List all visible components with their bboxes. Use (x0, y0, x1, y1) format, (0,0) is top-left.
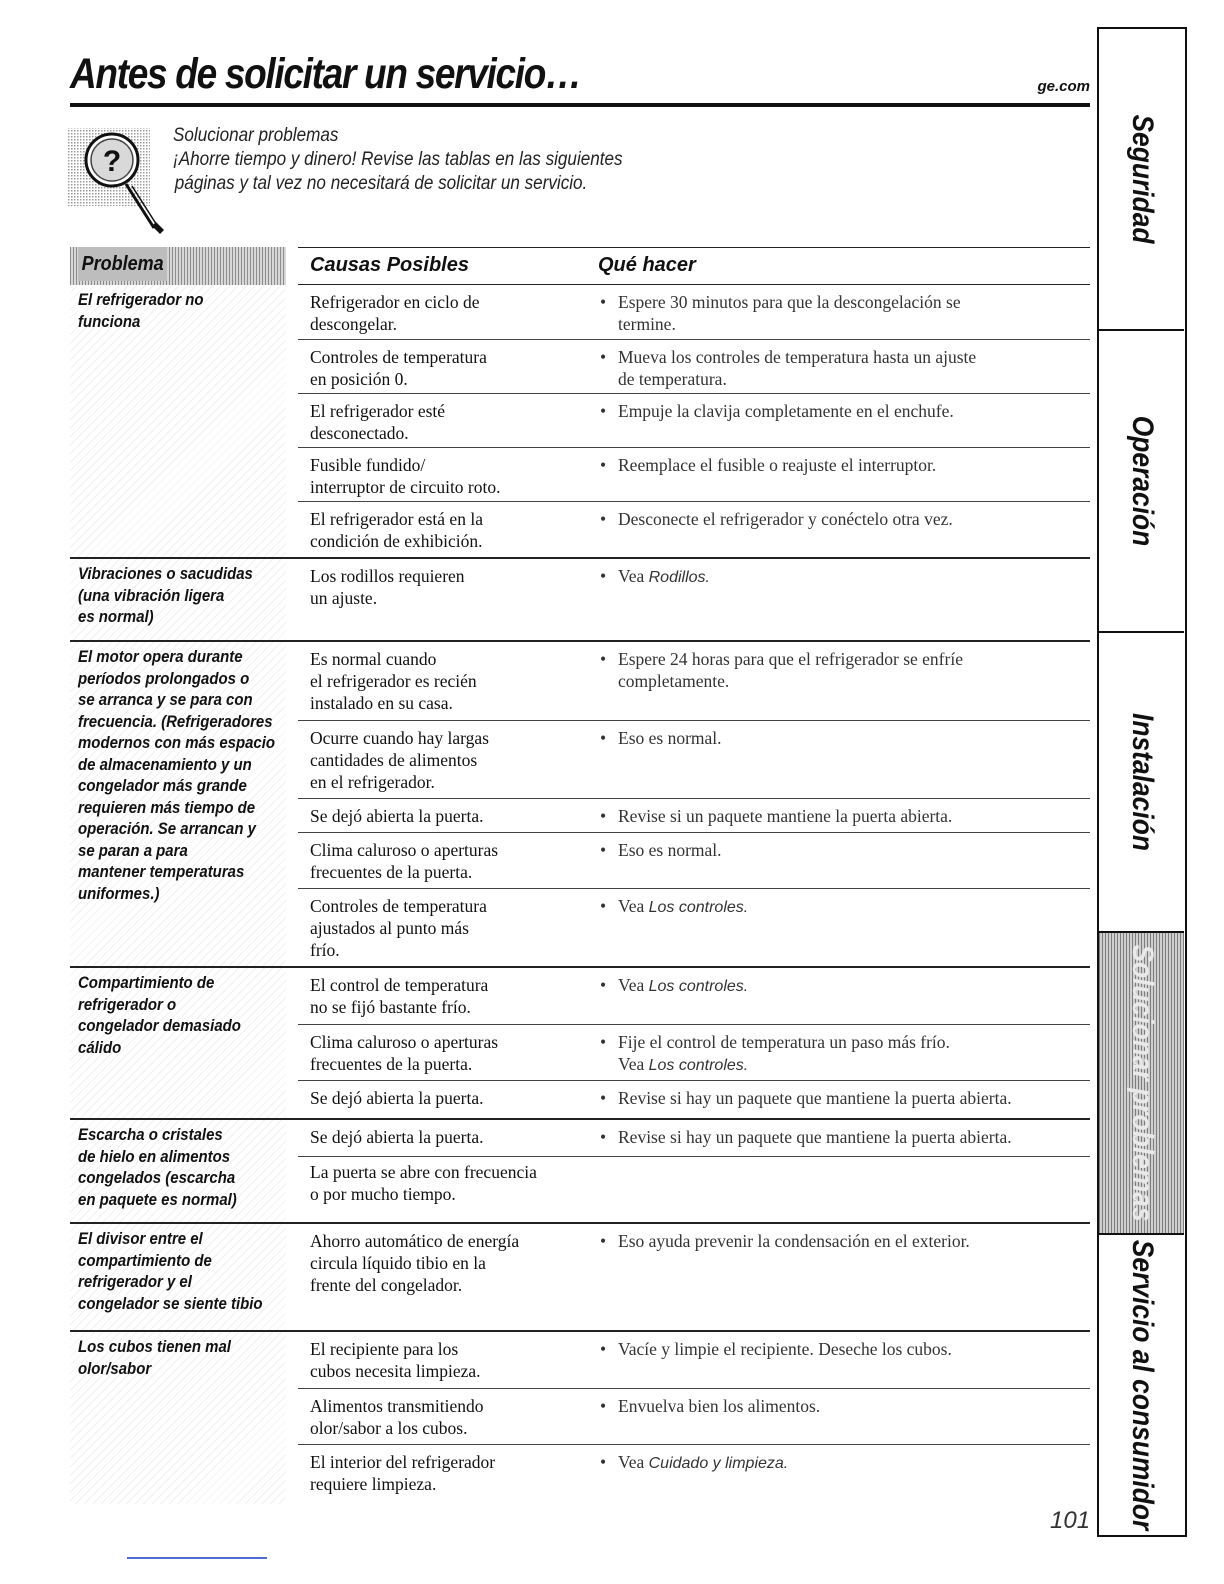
cause-text: El interior del refrigerador requiere limpieza. (310, 1452, 496, 1494)
cause-text: Clima caluroso o aperturas frecuentes de la puerta. (310, 1032, 499, 1074)
tab-servicio-al-consumidor[interactable]: Servicio al consumidor (1125, 1239, 1159, 1530)
table-row (298, 393, 1090, 447)
cause-text: La puerta se abre con frecuencia o por mucho tiempo. (310, 1162, 537, 1204)
page-title: Antes de solicitar un servicio… (70, 50, 581, 98)
intro-line: ¡Ahorre tiempo y dinero! Revise las tablas en las siguientes (173, 149, 623, 170)
problem-title: Compartimiento de refrigerador o congelador demasiado cálido (70, 968, 286, 1118)
problem-group (70, 1330, 1090, 1504)
action-text: • Eso es normal. (600, 840, 722, 860)
problem-title: El motor opera durante períodos prolongados o se arranca y se para con frecuencia. (Refrigeradores modernos con más espacio de almacenamiento y un congelador más grande requieren más tiempo de operación. Se arrancan y se paran a para mantener temperaturas uniformes.) (70, 642, 286, 966)
table-row (298, 1156, 1090, 1222)
table-row (298, 1120, 1090, 1156)
cause-text: Los rodillos requieren un ajuste. (310, 566, 465, 608)
cross-reference[interactable]: Los controles. (648, 899, 749, 916)
table-row (298, 501, 1090, 557)
problem-group (70, 1118, 1090, 1222)
problem-title: Vibraciones o sacudidas (una vibración ligera es normal) (70, 559, 286, 640)
action-text: • Revise si hay un paquete que mantiene la puerta abierta. (600, 1127, 1012, 1147)
action-text: • Vea Cuidado y limpieza. (600, 1452, 789, 1472)
column-header-problem: Problema (70, 247, 286, 285)
table-row (298, 888, 1090, 966)
page-number: 101 (1050, 1507, 1091, 1534)
cause-text: El control de temperatura no se fijó bastante frío. (310, 975, 489, 1017)
table-row (298, 1224, 1090, 1330)
table-row (298, 1080, 1090, 1118)
cause-text: Ocurre cuando hay largas cantidades de alimentos en el refrigerador. (310, 728, 489, 792)
intro-text (173, 124, 623, 196)
action-text: • Vea Rodillos. (600, 566, 710, 586)
table-row (298, 285, 1090, 339)
cause-text: Se dejó abierta la puerta. (310, 1127, 484, 1147)
problem-title: Escarcha o cristales de hielo en alimentos congelados (escarcha en paquete es normal) (70, 1120, 286, 1222)
cause-text: Refrigerador en ciclo de descongelar. (310, 292, 480, 334)
action-text: • Vacíe y limpie el recipiente. Deseche los cubos. (600, 1339, 952, 1359)
intro-line: páginas y tal vez no necesitará de solicitar un servicio. (174, 173, 588, 194)
tab-seguridad[interactable]: Seguridad (1099, 29, 1184, 331)
problem-title: El refrigerador no funciona (70, 285, 286, 557)
svg-text:?: ? (102, 145, 122, 178)
action-text: • Reemplace el fusible o reajuste el interruptor. (600, 455, 937, 475)
column-header-what-to-do: Qué hacer (588, 247, 1090, 285)
cause-text: Ahorro automático de energía circula líquido tibio en la frente del congelador. (310, 1231, 520, 1295)
cross-reference[interactable]: Cuidado y limpieza. (648, 1455, 789, 1472)
question-magnifier-icon (68, 118, 174, 236)
action-text: • Vea Los controles. (600, 975, 749, 995)
action-text: • Desconecte el refrigerador y conéctelo otra vez. (600, 509, 953, 529)
site-url[interactable]: ge.com (1037, 78, 1090, 95)
cross-reference[interactable]: Los controles. (648, 1057, 749, 1074)
title-rule (70, 103, 1090, 107)
cause-text: Alimentos transmitiendo olor/sabor a los cubos. (310, 1396, 484, 1438)
tab-solucionar-problemas[interactable]: Solucionar problemas (1099, 933, 1184, 1235)
action-text: • Fije el control de temperatura un paso más frío. Vea Los controles. (600, 1032, 950, 1074)
action-text: • Envuelva bien los alimentos. (600, 1396, 821, 1416)
problem-title: El divisor entre el compartimiento de refrigerador y el congelador se siente tibio (70, 1224, 286, 1330)
cause-text: Controles de temperatura ajustados al punto más frío. (310, 896, 487, 960)
table-row (298, 1388, 1090, 1444)
footer-rule (127, 1557, 267, 1559)
table-row (298, 832, 1090, 888)
table-row (298, 798, 1090, 832)
action-text: • Revise si hay un paquete que mantiene la puerta abierta. (600, 1088, 1012, 1108)
problem-group (70, 557, 1090, 640)
table-row (298, 447, 1090, 501)
action-text: • Empuje la clavija completamente en el enchufe. (600, 401, 954, 421)
cross-reference[interactable]: Los controles. (648, 978, 749, 995)
table-row (298, 1024, 1090, 1080)
problem-group (70, 1222, 1090, 1330)
problem-title: Los cubos tienen mal olor/sabor (70, 1332, 286, 1504)
action-text: • Espere 30 minutos para que la descongelación se termine. (600, 292, 961, 334)
cross-reference[interactable]: Rodillos. (648, 569, 710, 586)
table-row (298, 642, 1090, 720)
column-header-causes: Causas Posibles (298, 247, 588, 285)
tab-instalacion[interactable]: Instalación (1099, 633, 1184, 933)
action-text: • Mueva los controles de temperatura hasta un ajuste de temperatura. (600, 347, 977, 389)
problem-group (70, 640, 1090, 966)
action-text: • Eso es normal. (600, 728, 722, 748)
section-sidebar (1097, 27, 1187, 1537)
problem-group (70, 966, 1090, 1118)
table-row (298, 559, 1090, 640)
table-row (298, 1332, 1090, 1388)
action-text: • Vea Los controles. (600, 896, 749, 916)
table-row (298, 968, 1090, 1024)
cause-text: Controles de temperatura en posición 0. (310, 347, 487, 389)
cause-text: Es normal cuando el refrigerador es recién instalado en su casa. (310, 649, 477, 713)
table-row (298, 1444, 1090, 1504)
action-text: • Revise si un paquete mantiene la puerta abierta. (600, 806, 953, 826)
cause-text: El refrigerador esté desconectado. (310, 401, 446, 443)
action-text: • Espere 24 horas para que el refrigerador se enfríe completamente. (600, 649, 963, 691)
tab-operacion[interactable]: Operación (1099, 331, 1184, 633)
cause-text: Se dejó abierta la puerta. (310, 1088, 484, 1108)
cause-text: El refrigerador está en la condición de exhibición. (310, 509, 483, 551)
cause-text: Se dejó abierta la puerta. (310, 806, 484, 826)
table-row (298, 339, 1090, 393)
cause-text: Fusible fundido/ interruptor de circuito roto. (310, 455, 501, 497)
action-text: • Eso ayuda prevenir la condensación en el exterior. (600, 1231, 970, 1251)
intro-heading: Solucionar problemas (173, 125, 339, 146)
problem-group (70, 285, 1090, 557)
cause-text: Clima caluroso o aperturas frecuentes de la puerta. (310, 840, 499, 882)
table-row (298, 720, 1090, 798)
cause-text: El recipiente para los cubos necesita limpieza. (310, 1339, 481, 1381)
